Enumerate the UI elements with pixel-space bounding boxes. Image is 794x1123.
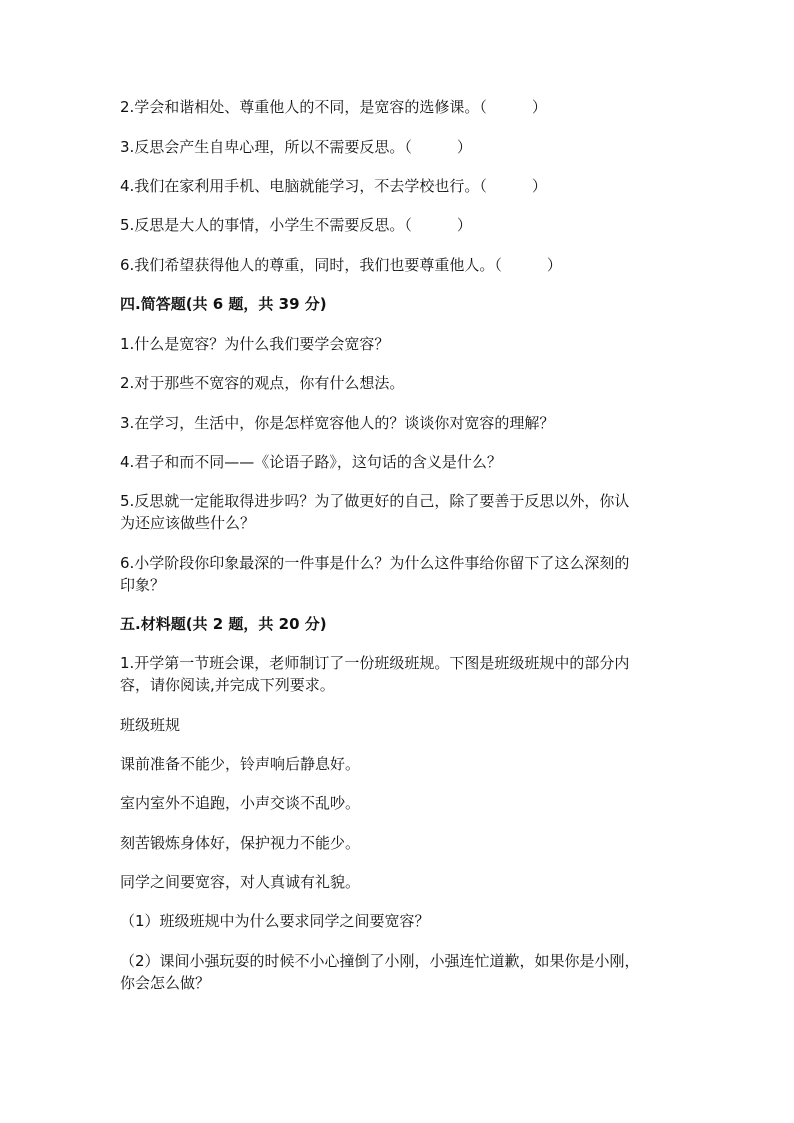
section-4-heading: 四.简答题(共 6 题，共 39 分) xyxy=(120,295,327,313)
short-answer-6-line-1: 6.小学阶段你印象最深的一件事是什么？为什么这件事给你留下了这么深刻的 xyxy=(120,554,630,572)
material-1-subquestion-1: （1）班级班规中为什么要求同学之间要宽容？ xyxy=(120,912,430,930)
material-1-line-2: 容，请你阅读,并完成下列要求。 xyxy=(120,676,335,694)
short-answer-3: 3.在学习，生活中，你是怎样宽容他人的？谈谈你对宽容的理解？ xyxy=(120,414,555,432)
section-5-heading: 五.材料题(共 2 题，共 20 分) xyxy=(120,615,327,633)
judgment-item-4: 4.我们在家利用手机、电脑就能学习，不去学校也行。（ ） xyxy=(120,177,547,195)
short-answer-4: 4.君子和而不同——《论语子路》，这句话的含义是什么？ xyxy=(120,453,502,471)
short-answer-1: 1.什么是宽容？为什么我们要学会宽容？ xyxy=(120,335,390,353)
material-1-subquestion-2-line-1: （2）课间小强玩耍的时候不小心撞倒了小刚，小强连忙道歉，如果你是小刚， xyxy=(120,952,640,970)
material-1-line-1: 1.开学第一节班会课，老师制订了一份班级班规。下图是班级班规中的部分内 xyxy=(120,654,630,672)
class-rules-title: 班级班规 xyxy=(120,716,181,734)
class-rule-4: 同学之间要宽容，对人真诚有礼貌。 xyxy=(120,873,361,891)
class-rule-3: 刻苦锻炼身体好，保护视力不能少。 xyxy=(120,834,361,852)
short-answer-5-line-1: 5.反思就一定能取得进步吗？为了做更好的自己，除了要善于反思以外，你认 xyxy=(120,492,630,510)
short-answer-2: 2.对于那些不宽容的观点，你有什么想法。 xyxy=(120,374,405,392)
judgment-item-5: 5.反思是大人的事情，小学生不需要反思。（ ） xyxy=(120,216,472,234)
material-1-subquestion-2-line-2: 你会怎么做？ xyxy=(120,974,211,992)
judgment-item-2: 2.学会和谐相处、尊重他人的不同，是宽容的选修课。（ ） xyxy=(120,98,547,116)
class-rule-1: 课前准备不能少，铃声响后静息好。 xyxy=(120,755,361,773)
judgment-item-3: 3.反思会产生自卑心理，所以不需要反思。（ ） xyxy=(120,138,472,156)
short-answer-5-line-2: 为还应该做些什么？ xyxy=(120,514,256,532)
judgment-item-6: 6.我们希望获得他人的尊重，同时，我们也要尊重他人。（ ） xyxy=(120,256,562,274)
class-rule-2: 室内室外不追跑，小声交谈不乱吵。 xyxy=(120,794,361,812)
short-answer-6-line-2: 印象？ xyxy=(120,576,166,594)
